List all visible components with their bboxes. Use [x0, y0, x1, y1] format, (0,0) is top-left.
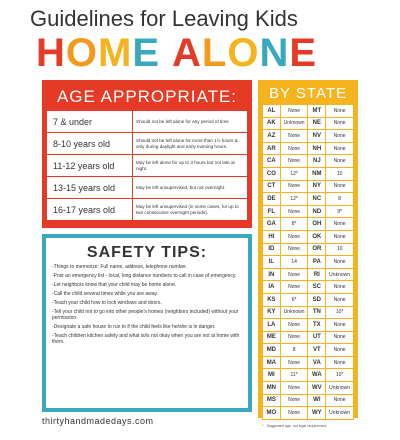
safety-tips-panel: [42, 234, 252, 412]
state-age: 10*: [326, 306, 354, 319]
state-row: [263, 394, 354, 407]
state-age: Unknown: [326, 407, 354, 420]
state-age: None: [280, 142, 308, 155]
state-row: [263, 382, 354, 395]
state-code: OR: [308, 243, 326, 256]
safety-tips-body: [46, 238, 248, 408]
state-row: [263, 230, 354, 243]
state-age: None: [326, 155, 354, 168]
state-age: 6*: [280, 293, 308, 306]
state-code: MD: [263, 344, 281, 357]
state-code: HI: [263, 230, 281, 243]
age-row: [47, 111, 248, 133]
state-code: GA: [263, 218, 281, 231]
state-code: SD: [308, 293, 326, 306]
state-age: None: [280, 394, 308, 407]
state-code: UT: [308, 331, 326, 344]
state-age: None: [280, 230, 308, 243]
state-code: WA: [308, 369, 326, 382]
title-letter: A: [172, 31, 202, 75]
state-code: AZ: [263, 130, 281, 143]
age-rule: Should not be left alone for more than 1½ hours & only during daylight and early evening hours.: [133, 133, 248, 155]
state-age: None: [280, 382, 308, 395]
state-age: None: [326, 356, 354, 369]
state-row: [263, 218, 354, 231]
state-code: AK: [263, 117, 281, 130]
state-row: [263, 193, 354, 206]
state-row: [263, 167, 354, 180]
state-code: IL: [263, 256, 281, 269]
age-label: 16-17 years old: [47, 199, 133, 221]
safety-tip: -Tell your child not to go into other people's homes (neighbors included) without your permission.: [52, 309, 239, 321]
state-code: ID: [263, 243, 281, 256]
state-row: [263, 205, 354, 218]
state-age: None: [326, 130, 354, 143]
state-age: None: [326, 180, 354, 193]
state-code: KY: [263, 306, 281, 319]
state-row: [263, 369, 354, 382]
state-code: TN: [308, 306, 326, 319]
state-age: 8: [326, 193, 354, 206]
footnote: * - Suggested age, not legal requirement: [262, 424, 327, 428]
state-age: None: [280, 155, 308, 168]
state-code: RI: [308, 268, 326, 281]
age-appropriate-header: AGE APPROPRIATE:: [56, 87, 238, 106]
state-row: [263, 319, 354, 332]
state-row: [263, 180, 354, 193]
state-age: None: [326, 142, 354, 155]
state-age: None: [280, 105, 308, 118]
state-age: None: [326, 230, 354, 243]
state-row: [263, 142, 354, 155]
age-rule: Should not be left alone for any period of time: [133, 111, 248, 133]
state-age: None: [326, 281, 354, 294]
safety-tip: -Teach children kitchen safety and what is/is not okay when you are not at home with them.: [52, 333, 240, 345]
state-code: CO: [263, 167, 281, 180]
state-age: 9*: [326, 205, 354, 218]
state-age: None: [280, 205, 308, 218]
state-age: None: [326, 331, 354, 344]
state-age: 10*: [326, 369, 354, 382]
state-age: None: [280, 356, 308, 369]
title-letter: L: [201, 31, 228, 75]
state-code: MT: [308, 105, 326, 118]
state-code: CA: [263, 155, 281, 168]
state-code: WV: [308, 382, 326, 395]
state-code: NM: [308, 167, 326, 180]
state-code: PA: [308, 256, 326, 269]
state-age: 10: [326, 243, 354, 256]
state-row: [263, 407, 354, 420]
state-code: NJ: [308, 155, 326, 168]
title-home-alone: [36, 30, 356, 76]
state-code: IN: [263, 268, 281, 281]
state-code: AL: [263, 105, 281, 118]
state-row: [263, 243, 354, 256]
age-label: 7 & under: [47, 111, 133, 133]
website-credit: thirtyhandmadedays.com: [42, 416, 154, 426]
state-age: None: [326, 218, 354, 231]
state-row: [263, 281, 354, 294]
state-age: 11*: [280, 369, 308, 382]
state-code: NY: [308, 180, 326, 193]
state-age: None: [280, 407, 308, 420]
state-code: MN: [263, 382, 281, 395]
safety-tips-header: SAFETY TIPS:: [86, 244, 208, 261]
title-letter: O: [65, 31, 99, 75]
state-age: 12*: [280, 193, 308, 206]
state-age: None: [326, 256, 354, 269]
state-code: NC: [308, 193, 326, 206]
state-row: [263, 256, 354, 269]
state-age: None: [326, 394, 354, 407]
state-code: OH: [308, 218, 326, 231]
age-label: 8-10 years old: [47, 133, 133, 155]
state-age: None: [326, 105, 354, 118]
state-code: MO: [263, 407, 281, 420]
state-code: OK: [308, 230, 326, 243]
state-row: [263, 306, 354, 319]
safety-tip: -Let neighbors know that your child may be home alone.: [52, 282, 177, 288]
state-code: MA: [263, 356, 281, 369]
state-age: None: [280, 319, 308, 332]
state-code: AR: [263, 142, 281, 155]
age-appropriate-panel: [42, 80, 252, 228]
age-rule: May be left unsupervised, but not overnight.: [133, 177, 248, 199]
state-row: [263, 130, 354, 143]
title-letter: N: [259, 31, 290, 75]
state-age: 14: [280, 256, 308, 269]
state-age: 10: [326, 167, 354, 180]
state-code: KS: [263, 293, 281, 306]
age-rule: May be left alone for up to 3 hours but not late at night.: [133, 155, 248, 177]
state-age: 8*: [280, 218, 308, 231]
state-row: [263, 268, 354, 281]
state-code: ME: [263, 331, 281, 344]
title-letter: M: [98, 31, 133, 75]
by-state-panel: [258, 80, 358, 418]
state-age: None: [280, 268, 308, 281]
state-code: MS: [263, 394, 281, 407]
state-age: None: [326, 319, 354, 332]
age-label: 13-15 years old: [47, 177, 133, 199]
state-age: Unknown: [280, 306, 308, 319]
title-letter: O: [227, 31, 260, 75]
state-age: 8: [280, 344, 308, 357]
title-letter: E: [289, 31, 318, 75]
state-code: NH: [308, 142, 326, 155]
state-table: [262, 104, 354, 420]
title-line-1-text: Guidelines for Leaving Kids: [30, 6, 298, 31]
state-code: WY: [308, 407, 326, 420]
state-code: LA: [263, 319, 281, 332]
state-row: [263, 331, 354, 344]
age-row: [47, 155, 248, 177]
state-age: None: [326, 344, 354, 357]
state-age: None: [280, 281, 308, 294]
state-row: [263, 117, 354, 130]
state-code: ND: [308, 205, 326, 218]
age-row: [47, 177, 248, 199]
age-label: 11-12 years old: [47, 155, 133, 177]
safety-tip: -Designate a safe house to run to if the child feels like he/she is in danger.: [52, 324, 216, 330]
safety-tip: -Post an emergency list - local, long distance numbers to call in case of emergency.: [52, 273, 237, 279]
safety-tip: -Call the child several times while you are away.: [52, 291, 159, 297]
age-table: [46, 110, 248, 221]
by-state-header: BY STATE: [268, 85, 348, 102]
state-age: Unknown: [326, 268, 354, 281]
state-code: CT: [263, 180, 281, 193]
state-code: NE: [308, 117, 326, 130]
state-code: IA: [263, 281, 281, 294]
state-age: None: [326, 117, 354, 130]
title-letter: H: [36, 31, 66, 75]
state-code: DE: [263, 193, 281, 206]
state-row: [263, 344, 354, 357]
state-code: TX: [308, 319, 326, 332]
state-row: [263, 293, 354, 306]
state-row: [263, 105, 354, 118]
age-row: [47, 199, 248, 221]
state-code: VT: [308, 344, 326, 357]
state-age: Unknown: [280, 117, 308, 130]
state-code: VA: [308, 356, 326, 369]
state-age: None: [280, 130, 308, 143]
state-age: None: [280, 243, 308, 256]
age-row: [47, 133, 248, 155]
state-age: Unknown: [326, 382, 354, 395]
age-rule: May be left unsupervised (in some cases, for up to two consecutive overnight periods).: [133, 199, 248, 221]
state-age: None: [326, 293, 354, 306]
title-letter: E: [132, 31, 161, 75]
state-age: None: [280, 331, 308, 344]
state-row: [263, 155, 354, 168]
state-age: 12*: [280, 167, 308, 180]
state-code: FL: [263, 205, 281, 218]
safety-tip: -Things to memorize: Full name, address, telephone number.: [52, 264, 188, 270]
state-row: [263, 356, 354, 369]
state-code: NV: [308, 130, 326, 143]
state-age: None: [280, 180, 308, 193]
state-code: MI: [263, 369, 281, 382]
safety-tip: -Teach your child how to lock windows and doors.: [52, 300, 162, 306]
state-code: SC: [308, 281, 326, 294]
state-code: WI: [308, 394, 326, 407]
